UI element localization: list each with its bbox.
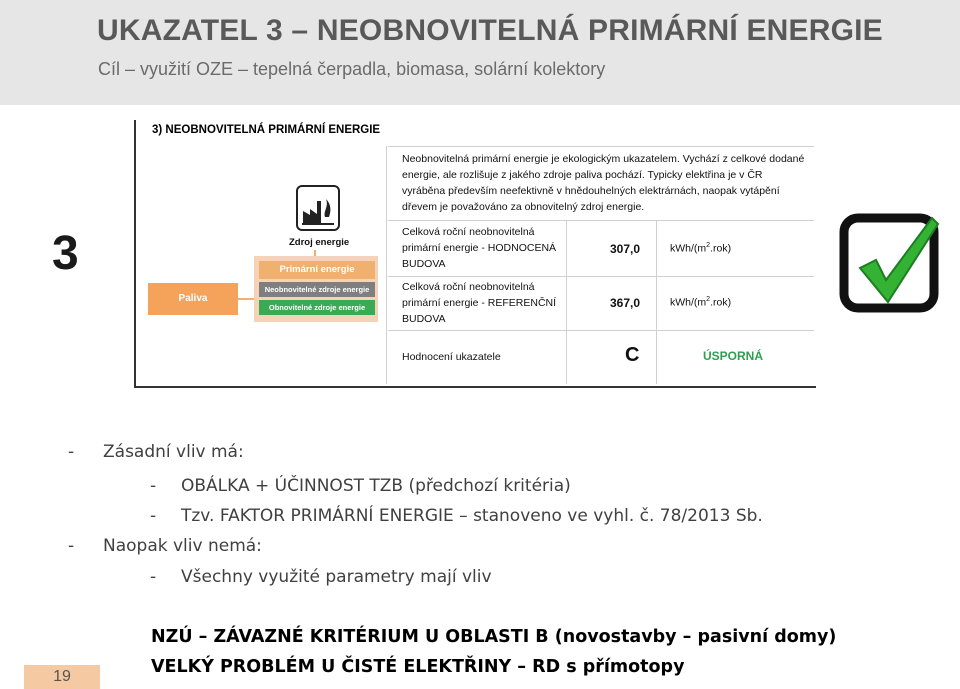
fuel-label: Paliva bbox=[148, 283, 238, 315]
unit-evaluated bbox=[670, 242, 731, 255]
figure-heading: 3) NEOBNOVITELNÁ PRIMÁRNÍ ENERGIE bbox=[152, 124, 381, 136]
primary-energy-label: Primární energie bbox=[259, 261, 375, 279]
row-label-line: Celková roční neobnovitelná bbox=[402, 226, 535, 238]
table-rule bbox=[388, 146, 814, 147]
rating-label: Hodnocení ukazatele bbox=[402, 351, 501, 363]
value-evaluated: 307,0 bbox=[610, 242, 641, 256]
row-label-line: primární energie - HODNOCENÁ bbox=[402, 242, 557, 254]
unit-text: kWh/(m bbox=[670, 242, 707, 255]
table-rule bbox=[566, 220, 567, 384]
bullet-item: OBÁLKA + ÚČINNOST TZB (předchozí kritéria) bbox=[181, 476, 571, 496]
bullet-item: Naopak vliv nemá: bbox=[103, 536, 262, 556]
rating-grade-text: ÚSPORNÁ bbox=[703, 349, 764, 363]
factory-icon bbox=[296, 185, 340, 231]
source-label: Zdroj energie bbox=[289, 237, 350, 248]
description-line: dřevem je považováno za obnovitelný zdroj energie. bbox=[402, 201, 645, 213]
rating-grade: C bbox=[625, 344, 640, 366]
slide-header bbox=[0, 0, 960, 105]
unit-reference bbox=[670, 296, 731, 309]
page-number: 19 bbox=[24, 665, 100, 689]
bottom-statement: VELKÝ PROBLÉM U ČISTÉ ELEKTŘINY – RD s přímotopy bbox=[151, 657, 685, 677]
row-label-line: BUDOVA bbox=[402, 258, 446, 270]
unit-tail: .rok) bbox=[710, 296, 732, 309]
checkbox-check-icon bbox=[838, 210, 944, 314]
value-reference: 367,0 bbox=[610, 296, 641, 310]
slide-title: UKAZATEL 3 – NEOBNOVITELNÁ PRIMÁRNÍ ENERGIE bbox=[97, 14, 883, 47]
table-rule bbox=[386, 146, 387, 384]
diagram-connector bbox=[238, 298, 254, 300]
indicator-number: 3 bbox=[52, 227, 79, 280]
bullet-dash: - bbox=[68, 442, 75, 462]
row-label-line: Celková roční neobnovitelná bbox=[402, 281, 535, 293]
bullet-dash: - bbox=[150, 506, 157, 526]
description-line: vyráběna především neefektivně v hnědouhelných elektrárnách, naopak vytápění bbox=[402, 185, 780, 197]
unit-tail: .rok) bbox=[710, 242, 732, 255]
row-label-line: primární energie - REFERENČNÍ bbox=[402, 297, 557, 309]
nonrenewable-sources-label: Neobnovitelné zdroje energie bbox=[259, 282, 375, 297]
table-rule bbox=[656, 220, 657, 384]
bullet-item: Zásadní vliv má: bbox=[103, 442, 244, 462]
description-line: energie, ale rozlišuje z jakého zdroje paliva pochází. Typicky elektřina je v ČR bbox=[402, 169, 763, 181]
bullet-dash: - bbox=[150, 567, 157, 587]
row-label-evaluated bbox=[402, 224, 562, 272]
row-label-reference bbox=[402, 279, 562, 327]
slide-subtitle: Cíl – využití OZE – tepelná čerpadla, biomasa, solární kolektory bbox=[98, 59, 606, 79]
table-rule bbox=[388, 220, 814, 221]
figure-description bbox=[402, 151, 814, 215]
renewable-sources-label: Obnovitelné zdroje energie bbox=[259, 300, 375, 315]
unit-sup: 2 bbox=[706, 296, 711, 303]
bullet-dash: - bbox=[68, 536, 75, 556]
bottom-statement: NZÚ – ZÁVAZNÉ KRITÉRIUM U OBLASTI B (novostavby – pasivní domy) bbox=[151, 627, 837, 647]
description-line: Neobnovitelná primární energie je ekologickým ukazatelem. Vychází z celkové dodané bbox=[402, 153, 805, 165]
table-rule bbox=[388, 276, 814, 277]
bullet-dash: - bbox=[150, 476, 157, 496]
indicator-figure bbox=[134, 120, 816, 388]
bullet-item: Tzv. FAKTOR PRIMÁRNÍ ENERGIE – stanoveno ve vyhl. č. 78/2013 Sb. bbox=[181, 506, 763, 526]
unit-sup: 2 bbox=[706, 242, 711, 249]
bullet-item: Všechny využité parametry mají vliv bbox=[181, 567, 492, 587]
table-rule bbox=[388, 330, 814, 331]
row-label-line: BUDOVA bbox=[402, 313, 446, 325]
unit-text: kWh/(m bbox=[670, 296, 707, 309]
